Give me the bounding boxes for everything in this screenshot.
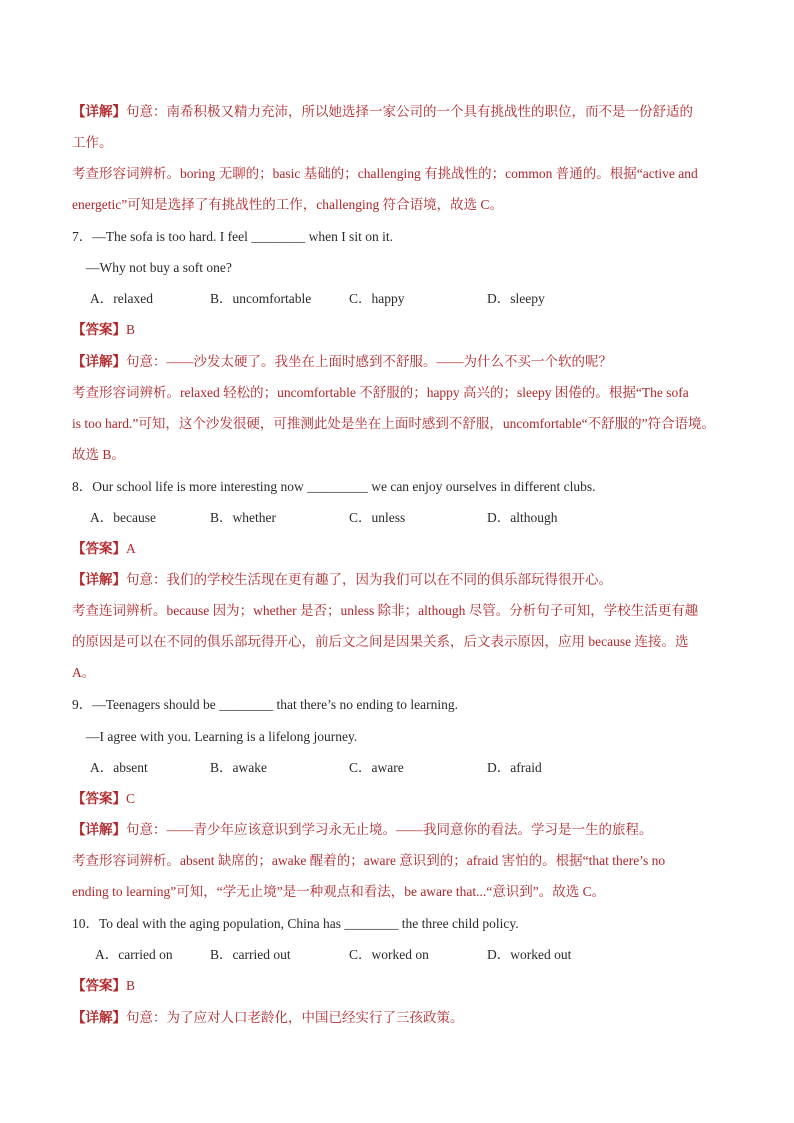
- line-text: 句意：为了应对人口老龄化，中国已经实行了三孩政策。: [126, 1010, 464, 1025]
- option-c: C．unless: [349, 510, 406, 525]
- detail-tag: 【详解】: [72, 822, 126, 837]
- option-d: D．although: [487, 510, 558, 525]
- detail-tag: 【详解】: [72, 354, 126, 369]
- option-d: D．sleepy: [487, 291, 545, 306]
- option-a: A．relaxed: [90, 291, 153, 306]
- text-line: 工作。: [72, 135, 113, 150]
- detail-tag: 【详解】: [72, 1010, 126, 1025]
- answer-line: [72, 789, 135, 809]
- line-text: 句意：南希积极又精力充沛，所以她选择一家公司的一个具有挑战性的职位，而不是一份舒适的: [126, 104, 693, 119]
- option-a: A．carried on: [95, 947, 173, 962]
- answer-tag: 【答案】: [72, 322, 126, 337]
- answer-value: A: [126, 541, 136, 556]
- detail-line: [72, 570, 612, 590]
- option-d: D．worked out: [487, 947, 572, 962]
- answer-tag: 【答案】: [72, 791, 126, 806]
- text-line: 考查连词辨析。because 因为；whether 是否；unless 除非；although 尽管。分析句子可知，学校生活更有趣: [72, 603, 699, 618]
- option-b: B．uncomfortable: [210, 291, 312, 306]
- answer-value: C: [126, 791, 136, 806]
- detail-line: [72, 352, 612, 372]
- option-c: C．happy: [349, 291, 405, 306]
- option-c: C．worked on: [349, 947, 429, 962]
- text-line: 故选 B。: [72, 447, 125, 462]
- question-7: 7．—The sofa is too hard. I feel ________ when I sit on it.: [72, 229, 393, 244]
- question-10: 10．To deal with the aging population, China has ________ the three child policy.: [72, 916, 519, 931]
- detail-tag: 【详解】: [72, 572, 126, 587]
- option-b: B．whether: [210, 510, 276, 525]
- detail-tag: 【详解】: [72, 104, 126, 119]
- option-b: B．awake: [210, 760, 267, 775]
- text-line: [72, 102, 693, 122]
- option-a: A．because: [90, 510, 156, 525]
- question-9: 9．—Teenagers should be ________ that there’s no ending to learning.: [72, 697, 458, 712]
- line-text: 句意：我们的学校生活现在更有趣了，因为我们可以在不同的俱乐部玩得很开心。: [126, 572, 612, 587]
- question-9-reply: —I agree with you. Learning is a lifelong journey.: [86, 729, 358, 744]
- detail-line: [72, 820, 653, 840]
- line-text: 句意：——沙发太硬了。我坐在上面时感到不舒服。——为什么不买一个软的呢？: [126, 354, 612, 369]
- question-7-reply: —Why not buy a soft one?: [86, 260, 232, 275]
- answer-tag: 【答案】: [72, 978, 126, 993]
- line-text: 句意：——青少年应该意识到学习永无止境。——我同意你的看法。学习是一生的旅程。: [126, 822, 653, 837]
- text-line: A。: [72, 665, 96, 680]
- detail-line: [72, 1008, 464, 1028]
- answer-value: B: [126, 978, 136, 993]
- text-line: ending to learning”可知，“学无止境”是一种观点和看法，be aware that...“意识到”。故选 C。: [72, 884, 606, 899]
- answer-tag: 【答案】: [72, 541, 126, 556]
- answer-line: [72, 539, 136, 559]
- text-line: 考查形容词辨析。boring 无聊的；basic 基础的；challenging 有挑战性的；common 普通的。根据“active and: [72, 166, 698, 181]
- answer-line: [72, 976, 135, 996]
- option-b: B．carried out: [210, 947, 291, 962]
- text-line: energetic”可知是选择了有挑战性的工作，challenging 符合语境，故选 C。: [72, 197, 503, 212]
- answer-value: B: [126, 322, 136, 337]
- text-line: 考查形容词辨析。relaxed 轻松的；uncomfortable 不舒服的；happy 高兴的；sleepy 困倦的。根据“The sofa: [72, 385, 689, 400]
- question-8: 8．Our school life is more interesting now _________ we can enjoy ourselves in different clubs.: [72, 479, 596, 494]
- option-a: A．absent: [90, 760, 148, 775]
- answer-line: [72, 320, 135, 340]
- text-line: 的原因是可以在不同的俱乐部玩得开心，前后文之间是因果关系，后文表示原因，应用 because 连接。选: [72, 634, 689, 649]
- option-c: C．aware: [349, 760, 404, 775]
- text-line: is too hard.”可知，这个沙发很硬，可推测此处是坐在上面时感到不舒服，uncomfortable“不舒服的”符合语境。: [72, 416, 716, 431]
- option-d: D．afraid: [487, 760, 542, 775]
- text-line: 考查形容词辨析。absent 缺席的；awake 醒着的；aware 意识到的；afraid 害怕的。根据“that there’s no: [72, 853, 666, 868]
